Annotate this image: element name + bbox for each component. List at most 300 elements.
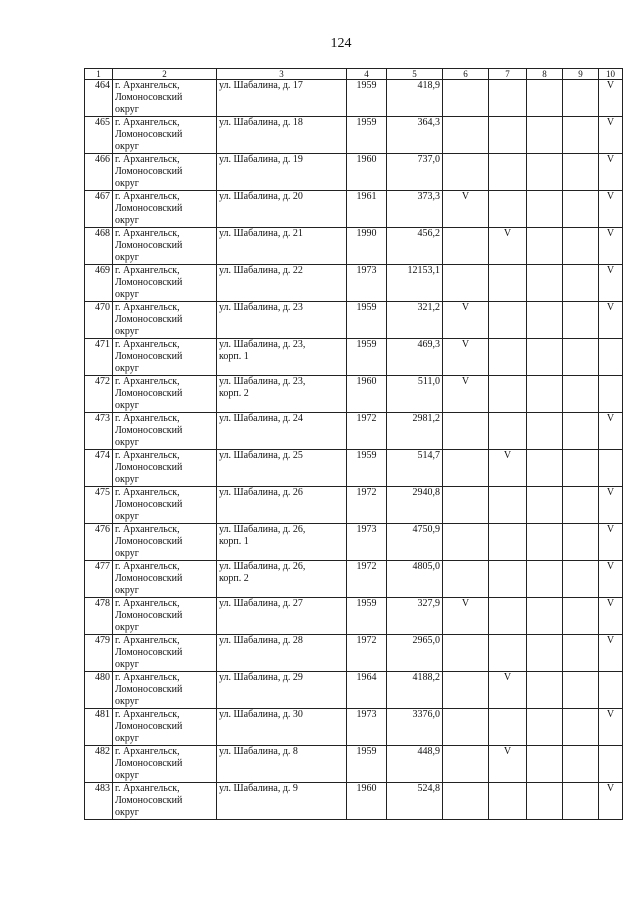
row-number-cell: 475 [85,487,113,524]
area-cell: 4750,9 [387,524,443,561]
location-line: округ [115,696,139,707]
mark-cell-10: V [599,635,623,672]
row-number-cell: 466 [85,154,113,191]
address-cell [217,265,347,302]
mark-cell-6 [443,561,489,598]
location-line: округ [115,585,139,596]
mark-cell-6 [443,746,489,783]
location-line: г. Архангельск, [115,709,180,720]
mark-cell-9 [563,265,599,302]
year-cell: 1964 [347,672,387,709]
mark-cell-9 [563,487,599,524]
location-line: округ [115,511,139,522]
address-line: ул. Шабалина, д. 23, [219,339,306,350]
mark-cell-9 [563,598,599,635]
location-line: Ломоносовский [115,92,183,103]
location-line: г. Архангельск, [115,302,180,313]
address-cell [217,783,347,820]
area-cell: 4805,0 [387,561,443,598]
mark-cell-7: V [489,450,527,487]
location-line: Ломоносовский [115,240,183,251]
location-line: Ломоносовский [115,166,183,177]
location-cell [113,635,217,672]
row-number-cell: 465 [85,117,113,154]
page-number: 124 [330,36,352,51]
mark-cell-6 [443,524,489,561]
year-cell: 1973 [347,524,387,561]
location-line: Ломоносовский [115,462,183,473]
mark-cell-9 [563,302,599,339]
address-cell [217,635,347,672]
location-cell [113,746,217,783]
location-line: округ [115,178,139,189]
mark-cell-10: V [599,487,623,524]
location-line: Ломоносовский [115,425,183,436]
area-cell: 2981,2 [387,413,443,450]
location-cell [113,598,217,635]
mark-cell-7 [489,191,527,228]
table-row [85,450,623,487]
location-line: Ломоносовский [115,351,183,362]
area-cell: 321,2 [387,302,443,339]
row-number-cell: 482 [85,746,113,783]
mark-cell-7 [489,117,527,154]
area-cell: 511,0 [387,376,443,413]
mark-cell-7 [489,783,527,820]
table-row [85,413,623,450]
location-line: Ломоносовский [115,203,183,214]
year-cell: 1972 [347,635,387,672]
address-line: ул. Шабалина, д. 21 [219,228,303,239]
mark-cell-7 [489,339,527,376]
mark-cell-10 [599,339,623,376]
address-line: ул. Шабалина, д. 23, [219,376,306,387]
area-cell: 373,3 [387,191,443,228]
area-cell: 2965,0 [387,635,443,672]
location-cell [113,228,217,265]
location-line: г. Архангельск, [115,561,180,572]
mark-cell-9 [563,80,599,117]
year-cell: 1972 [347,413,387,450]
table-row [85,524,623,561]
address-line: корп. 1 [219,351,249,362]
mark-cell-7 [489,524,527,561]
address-line: ул. Шабалина, д. 26 [219,487,303,498]
table-row [85,265,623,302]
location-line: Ломоносовский [115,610,183,621]
mark-cell-7 [489,487,527,524]
address-line: ул. Шабалина, д. 23 [219,302,303,313]
mark-cell-10: V [599,191,623,228]
address-cell [217,339,347,376]
address-line: ул. Шабалина, д. 22 [219,265,303,276]
mark-cell-8 [527,709,563,746]
mark-cell-9 [563,450,599,487]
area-cell: 524,8 [387,783,443,820]
mark-cell-8 [527,376,563,413]
year-cell: 1960 [347,154,387,191]
address-line: ул. Шабалина, д. 8 [219,746,298,757]
location-line: г. Архангельск, [115,450,180,461]
location-line: г. Архангельск, [115,376,180,387]
location-line: округ [115,252,139,263]
mark-cell-8 [527,228,563,265]
location-cell [113,80,217,117]
row-number-cell: 483 [85,783,113,820]
location-line: Ломоносовский [115,647,183,658]
table-row [85,746,623,783]
location-line: г. Архангельск, [115,154,180,165]
location-line: г. Архангельск, [115,117,180,128]
mark-cell-10: V [599,783,623,820]
mark-cell-9 [563,709,599,746]
mark-cell-9 [563,635,599,672]
location-line: г. Архангельск, [115,265,180,276]
row-number-cell: 471 [85,339,113,376]
area-cell: 364,3 [387,117,443,154]
location-line: Ломоносовский [115,795,183,806]
mark-cell-7 [489,265,527,302]
year-cell: 1959 [347,117,387,154]
location-cell [113,561,217,598]
area-cell: 514,7 [387,450,443,487]
mark-cell-8 [527,783,563,820]
year-cell: 1959 [347,302,387,339]
mark-cell-8 [527,265,563,302]
location-line: округ [115,622,139,633]
mark-cell-10: V [599,598,623,635]
table-row [85,80,623,117]
location-line: г. Архангельск, [115,746,180,757]
row-number-cell: 476 [85,524,113,561]
address-line: корп. 2 [219,388,249,399]
row-number-cell: 464 [85,80,113,117]
mark-cell-9 [563,561,599,598]
location-line: округ [115,141,139,152]
row-number-cell: 480 [85,672,113,709]
column-header: 5 [387,69,443,80]
address-line: ул. Шабалина, д. 20 [219,191,303,202]
location-line: Ломоносовский [115,129,183,140]
table-row [85,191,623,228]
column-header: 3 [217,69,347,80]
year-cell: 1990 [347,228,387,265]
location-cell [113,117,217,154]
mark-cell-9 [563,191,599,228]
address-line: корп. 2 [219,573,249,584]
location-line: г. Архангельск, [115,672,180,683]
location-cell [113,339,217,376]
mark-cell-10 [599,450,623,487]
location-line: г. Архангельск, [115,635,180,646]
mark-cell-6 [443,117,489,154]
address-cell [217,561,347,598]
location-cell [113,487,217,524]
address-cell [217,376,347,413]
mark-cell-9 [563,376,599,413]
mark-cell-8 [527,339,563,376]
table-row [85,117,623,154]
location-line: г. Архангельск, [115,80,180,91]
location-line: округ [115,104,139,115]
mark-cell-7: V [489,228,527,265]
address-cell [217,191,347,228]
mark-cell-7 [489,709,527,746]
column-header: 9 [563,69,599,80]
area-cell: 737,0 [387,154,443,191]
address-cell [217,80,347,117]
mark-cell-7: V [489,672,527,709]
mark-cell-6: V [443,191,489,228]
mark-cell-6 [443,450,489,487]
address-cell [217,302,347,339]
address-cell [217,450,347,487]
year-cell: 1959 [347,450,387,487]
mark-cell-8 [527,672,563,709]
location-line: Ломоносовский [115,721,183,732]
location-line: округ [115,215,139,226]
mark-cell-8 [527,487,563,524]
mark-cell-6 [443,228,489,265]
address-line: ул. Шабалина, д. 25 [219,450,303,461]
mark-cell-6 [443,635,489,672]
mark-cell-10: V [599,413,623,450]
location-line: округ [115,326,139,337]
address-line: корп. 1 [219,536,249,547]
location-line: г. Архангельск, [115,598,180,609]
mark-cell-7 [489,302,527,339]
mark-cell-9 [563,413,599,450]
mark-cell-10 [599,746,623,783]
address-cell [217,524,347,561]
table-row [85,154,623,191]
location-line: округ [115,807,139,818]
area-cell: 3376,0 [387,709,443,746]
year-cell: 1960 [347,376,387,413]
location-line: округ [115,733,139,744]
address-line: ул. Шабалина, д. 9 [219,783,298,794]
mark-cell-9 [563,672,599,709]
mark-cell-7 [489,376,527,413]
location-line: Ломоносовский [115,388,183,399]
area-cell: 2940,8 [387,487,443,524]
mark-cell-9 [563,339,599,376]
year-cell: 1960 [347,783,387,820]
address-cell [217,413,347,450]
mark-cell-9 [563,117,599,154]
address-line: ул. Шабалина, д. 19 [219,154,303,165]
year-cell: 1959 [347,339,387,376]
location-line: г. Архангельск, [115,524,180,535]
table-row [85,709,623,746]
area-cell: 327,9 [387,598,443,635]
mark-cell-10: V [599,80,623,117]
mark-cell-6 [443,672,489,709]
year-cell: 1959 [347,80,387,117]
table-row [85,487,623,524]
location-line: округ [115,437,139,448]
area-cell: 448,9 [387,746,443,783]
address-line: ул. Шабалина, д. 17 [219,80,303,91]
year-cell: 1961 [347,191,387,228]
location-line: Ломоносовский [115,314,183,325]
column-number-header [85,69,623,80]
location-line: Ломоносовский [115,758,183,769]
mark-cell-8 [527,746,563,783]
location-line: округ [115,363,139,374]
location-line: Ломоносовский [115,573,183,584]
mark-cell-9 [563,746,599,783]
area-cell: 12153,1 [387,265,443,302]
address-cell [217,746,347,783]
mark-cell-7 [489,80,527,117]
mark-cell-10: V [599,709,623,746]
housing-register-table [84,68,623,820]
column-header: 7 [489,69,527,80]
mark-cell-8 [527,635,563,672]
mark-cell-8 [527,450,563,487]
area-cell: 418,9 [387,80,443,117]
table-row [85,672,623,709]
mark-cell-10: V [599,228,623,265]
row-number-cell: 472 [85,376,113,413]
location-cell [113,302,217,339]
year-cell: 1959 [347,598,387,635]
column-header: 6 [443,69,489,80]
mark-cell-6 [443,265,489,302]
column-header: 4 [347,69,387,80]
mark-cell-6: V [443,376,489,413]
address-line: ул. Шабалина, д. 18 [219,117,303,128]
mark-cell-8 [527,302,563,339]
location-cell [113,154,217,191]
location-line: округ [115,659,139,670]
address-line: ул. Шабалина, д. 27 [219,598,303,609]
address-cell [217,228,347,265]
address-cell [217,117,347,154]
table-row [85,228,623,265]
mark-cell-10: V [599,561,623,598]
table-row [85,561,623,598]
location-line: Ломоносовский [115,536,183,547]
mark-cell-10: V [599,117,623,154]
row-number-cell: 481 [85,709,113,746]
address-line: ул. Шабалина, д. 29 [219,672,303,683]
mark-cell-9 [563,783,599,820]
table-row [85,376,623,413]
area-cell: 4188,2 [387,672,443,709]
table-row [85,635,623,672]
area-cell: 469,3 [387,339,443,376]
location-line: г. Архангельск, [115,487,180,498]
mark-cell-6 [443,413,489,450]
mark-cell-6 [443,80,489,117]
mark-cell-10 [599,672,623,709]
mark-cell-8 [527,561,563,598]
column-header: 8 [527,69,563,80]
mark-cell-8 [527,413,563,450]
mark-cell-6 [443,709,489,746]
row-number-cell: 468 [85,228,113,265]
mark-cell-9 [563,154,599,191]
location-cell [113,524,217,561]
mark-cell-6 [443,154,489,191]
mark-cell-6: V [443,302,489,339]
column-header: 1 [85,69,113,80]
location-line: округ [115,770,139,781]
location-cell [113,413,217,450]
location-line: г. Архангельск, [115,413,180,424]
location-cell [113,783,217,820]
location-line: г. Архангельск, [115,783,180,794]
location-cell [113,376,217,413]
location-line: г. Архангельск, [115,339,180,350]
table-body [85,80,623,820]
year-cell: 1973 [347,709,387,746]
column-header: 2 [113,69,217,80]
row-number-cell: 479 [85,635,113,672]
mark-cell-8 [527,117,563,154]
mark-cell-7 [489,598,527,635]
row-number-cell: 473 [85,413,113,450]
location-line: г. Архангельск, [115,191,180,202]
mark-cell-8 [527,598,563,635]
address-cell [217,154,347,191]
mark-cell-8 [527,80,563,117]
location-cell [113,709,217,746]
location-line: округ [115,548,139,559]
row-number-cell: 474 [85,450,113,487]
table-row [85,598,623,635]
mark-cell-8 [527,191,563,228]
address-line: ул. Шабалина, д. 26, [219,561,306,572]
row-number-cell: 470 [85,302,113,339]
mark-cell-6 [443,487,489,524]
mark-cell-10: V [599,265,623,302]
mark-cell-6 [443,783,489,820]
table-row [85,339,623,376]
location-cell [113,265,217,302]
mark-cell-9 [563,228,599,265]
mark-cell-7 [489,635,527,672]
address-line: ул. Шабалина, д. 30 [219,709,303,720]
address-line: ул. Шабалина, д. 28 [219,635,303,646]
mark-cell-7 [489,154,527,191]
area-cell: 456,2 [387,228,443,265]
year-cell: 1972 [347,487,387,524]
year-cell: 1973 [347,265,387,302]
row-number-cell: 467 [85,191,113,228]
mark-cell-7 [489,413,527,450]
mark-cell-6: V [443,598,489,635]
mark-cell-10: V [599,302,623,339]
location-line: округ [115,474,139,485]
mark-cell-7 [489,561,527,598]
row-number-cell: 478 [85,598,113,635]
address-line: ул. Шабалина, д. 26, [219,524,306,535]
column-header: 10 [599,69,623,80]
location-line: Ломоносовский [115,499,183,510]
mark-cell-7: V [489,746,527,783]
mark-cell-8 [527,154,563,191]
mark-cell-10 [599,376,623,413]
location-cell [113,672,217,709]
year-cell: 1972 [347,561,387,598]
mark-cell-10: V [599,524,623,561]
row-number-cell: 469 [85,265,113,302]
location-cell [113,450,217,487]
address-line: ул. Шабалина, д. 24 [219,413,303,424]
